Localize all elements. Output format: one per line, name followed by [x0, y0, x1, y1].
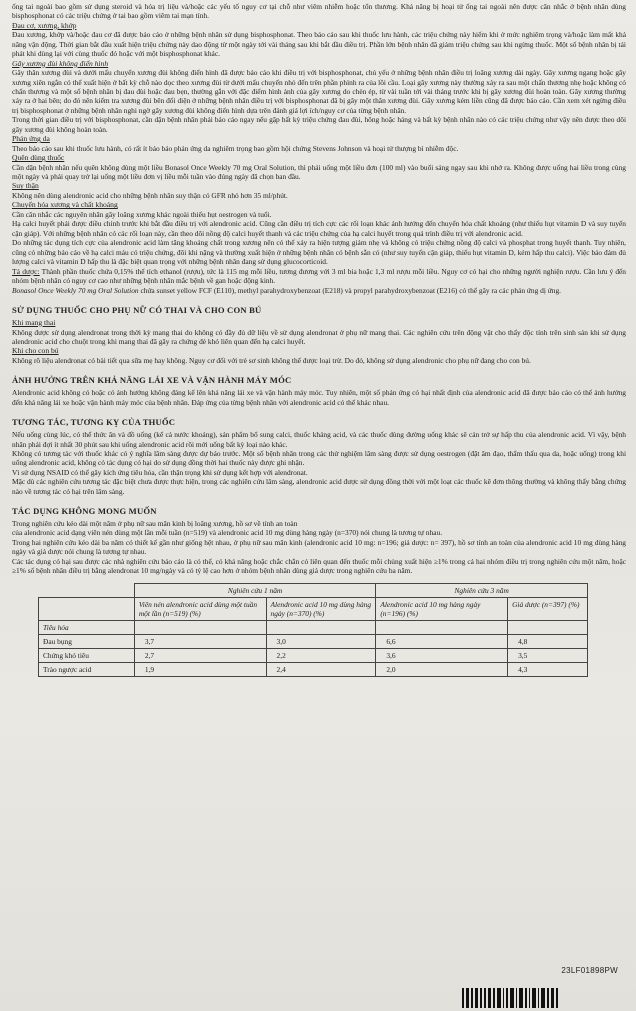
table-header-row	[39, 584, 588, 598]
cell-value: 2,4	[266, 663, 376, 677]
excipients-label: Tá dược:	[12, 266, 40, 276]
paragraph: Theo báo cáo sau khi thuốc lưu hành, có rất ít báo báo phản ứng da nghiêm trọng bao gồm hội chứng Stevens Johnson và hoại tử thượng bì nhiễm độc.	[12, 143, 459, 153]
paragraph: Không nên dùng alendronic acid cho những bệnh nhân suy thận có GFR nhỏ hơn 35 ml/phút.	[12, 191, 288, 201]
subheading-lactation: Khi cho con bú	[12, 346, 59, 356]
cell-value: 3,7	[134, 635, 266, 649]
subheading-skin-reactions: Phản ứng da	[12, 134, 50, 144]
paragraph: Vì sử dụng NSAID có thể gây kích ứng tiêu hóa, cần thận trọng khi sử dụng kết hợp với alendronat.	[12, 467, 308, 477]
paragraph-excipients	[12, 267, 626, 286]
section-heading-driving: ẢNH HƯỞNG TRÊN KHẢ NĂNG LÁI XE VÀ VẬN HÀNH MÁY MÓC	[12, 375, 292, 386]
cell-value: 3,5	[508, 649, 588, 663]
paragraph: Alendronic acid không có hoặc có ảnh hưởng không đáng kể lên khả năng lái xe và vận hành máy móc. Tuy nhiên, một số phản ứng có hại nhất định của alendronic acid đã được báo cáo có thể ảnh hưởng đến khả năng lái xe hoặc vận hành máy móc của bệnh nhân. Đáp ứng của từng bệnh nhân với alendronic acid có thể khác nhau.	[12, 388, 626, 407]
cell-value: 2,0	[376, 663, 508, 677]
column-header: Alendronic acid 10 mg hàng ngày (n=196) (%)	[376, 598, 508, 621]
subheading-bone-pain: Đau cơ, xương, khớp	[12, 20, 77, 30]
section-heading-adverse-effects: TÁC DỤNG KHÔNG MONG MUỐN	[12, 505, 157, 516]
cell-value: 2,2	[266, 649, 376, 663]
table-header-row	[39, 598, 588, 621]
table-group-row	[39, 621, 588, 635]
cell-value: 3,6	[376, 649, 508, 663]
pharmacode-barcode	[462, 988, 558, 1008]
section-heading-pregnancy: SỬ DỤNG THUỐC CHO PHỤ NỮ CÓ THAI VÀ CHO CON BÚ	[12, 304, 262, 315]
cell-value: 2,7	[134, 649, 266, 663]
cell-value: 4,8	[508, 635, 588, 649]
paragraph: Hạ calci huyết phải được điều chỉnh trước khi bắt đầu điều trị với alendronic acid. Cũng cần điều trị tích cực các rối loạn khác ảnh hưởng đến chuyển hóa chất khoáng (như thiếu hụt vitamin D và suy tuyến cận giáp). Với những bệnh nhân có các rối loạn này, cần theo dõi nồng độ calci huyết thanh và các triệu chứng của hạ calci huyết trong quá trình điều trị với alendronic acid.	[12, 219, 626, 238]
paragraph: Nếu uống cùng lúc, có thể thức ăn và đồ uống (kể cả nước khoáng), sản phẩm bổ sung calci, thuốc kháng acid, và các thuốc dùng đường uống khác sẽ cản trở sự hấp thu của alendronic acid. Vì vậy, bệnh nhân phải đợi ít nhất 30 phút sau khi uống alendronic acid rồi mới uống bất kỳ loại nào khác.	[12, 430, 626, 449]
paragraph: Không được sử dụng alendronat trong thời kỳ mang thai do không có đầy đủ dữ liệu về sử dụng alendronat ở phụ nữ mang thai. Các nghiên cứu trên động vật cho thấy độc tính trên sinh sản khi sử dụng alendronic acid cho chuột trong khi mang thai đã gây ra chứng đẻ khó liên quan đến hạ calci huyết.	[12, 327, 626, 346]
paragraph: Mặc dù các nghiên cứu tương tác đặc biệt chưa được thực hiện, trong các nghiên cứu lâm sàng, alendronic acid được sử dụng đồng thời với một loạt các thuốc kê đơn thông thường và không thấy bằng chứng nào về tương tác có hại trên lâm sàng.	[12, 477, 626, 496]
cell-value: 1,9	[134, 663, 266, 677]
excipients-text: Thành phần thuốc chứa 0,15% thể tích ethanol (rượu), tức là 115 mg mỗi liều, tương đương với 3 ml bia hoặc 1,3 ml rượu mỗi liều. Nguy cơ có hại cho những người nghiện rượu. Cần lưu ý đến nhóm bệnh nhân có nguy cơ cao như những bệnh nhân mắc bệnh về gan hoặc động kinh.	[12, 266, 626, 286]
section-heading-interactions: TƯƠNG TÁC, TƯƠNG KỴ CỦA THUỐC	[12, 417, 176, 428]
adverse-effects-table	[38, 583, 588, 677]
row-label: Trào ngược acid	[39, 663, 135, 677]
paragraph: Do những tác dụng tích cực của alendronic acid làm tăng khoáng chất trong xương nên có thể xảy ra hiện tượng giảm nhẹ và không có triệu chứng nồng độ calci và phosphat trong huyết thanh. Tuy nhiên, cũng có những báo cáo về hạ calci máu có triệu chứng, đôi khi nặng và thường xuất hiện ở những bệnh nhân có bệnh sẵn có (như suy tuyến cận giáp, thiếu hụt vitamin D, kém hấp thu calci). Việc bảo đảm đủ lượng calci và vitamin D hấp thu là đặc biệt quan trọng với những bệnh nhân đang sử dụng glucocorticoid.	[12, 238, 626, 267]
paragraph-text: chứa sunset yellow FCF (E110), methyl parahydroxybenzoat (E218) và propyl parahydroxybenzoat (E216) có thể gây ra các phản ứng dị ứng.	[138, 285, 562, 295]
cell-value: 4,3	[508, 663, 588, 677]
subheading-mineral-metabolism: Chuyển hóa xương và chất khoáng	[12, 200, 118, 210]
paragraph: Đau xương, khớp và/hoặc đau cơ đã được báo cáo ở những bệnh nhân sử dụng bisphosphonat. Theo báo cáo sau khi thuốc lưu hành, các triệu chứng này hiếm khi ở mức nghiêm trọng và/hoặc làm mất khả năng vận động. Thời gian bắt đầu xuất hiện triệu chứng này dao động từ một ngày tới vài tháng sau khi bắt đầu điều trị. Phần lớn bệnh nhân đã giảm triệu chứng sau khi ngừng thuốc. Một số bệnh nhân bị tái phát khi dùng lại với cùng thuốc đó hoặc với một bisphosphonat khác.	[12, 30, 626, 59]
paragraph: Không rõ liệu alendronat có bài tiết qua sữa mẹ hay không. Nguy cơ đối với trẻ sơ sinh không thể được loại trừ. Do đó, không sử dụng alendronic cho phụ nữ đang cho con bú.	[12, 355, 531, 365]
subheading-pregnancy: Khi mang thai	[12, 317, 56, 327]
paragraph	[12, 286, 626, 295]
subheading-renal: Suy thận	[12, 181, 39, 191]
paragraph: Trong hai nghiên cứu kéo dài ba năm có thiết kế gần như giống hệt nhau, ở phụ nữ sau mãn kinh (alendronic acid 10 mg: n=196; giả dược: n= 397), hồ sơ tính an toàn của alendronic acid 10 mg dùng hàng ngày và giả dược nói chung là tương tự nhau.	[12, 537, 626, 557]
product-name: Bonasol Once Weekly 70 mg Oral Solution	[12, 285, 139, 295]
cell-value: 3,0	[266, 635, 376, 649]
paragraph: Không có tương tác với thuốc khác có ý nghĩa lâm sàng được dự báo trước. Một số bệnh nhân trong các thử nghiệm lâm sàng được sử dụng oestrogen (đặt âm đạo, thẩm thấu qua da, hoặc uống) trong khi uống alendronic acid, không có tác dụng có hại do sử dụng đồng thời hai thuốc này được ghi nhận.	[12, 448, 626, 468]
paragraph: Cần dặn bệnh nhân nếu quên không dùng một liều Bonasol Once Weekly 70 mg Oral Solution, thì phải uống một liều đơn (100 ml) vào buổi sáng ngay sau khi nhớ ra. Không được uống hai liều trong cùng một ngày và phải quay trở lại uống một liều đơn vị liều mỗi tuần vào đúng ngày đã chọn ban đầu.	[12, 162, 626, 182]
cell-value: 6,6	[376, 635, 508, 649]
paragraph: ống tai ngoài bao gồm sử dụng steroid và hóa trị liệu và/hoặc các yếu tố nguy cơ tại chỗ như viêm nhiễm hoặc tổn thương. Khả năng bị hoại tử ống tai ngoài nên được cân nhắc ở bệnh nhân dùng bisphosphonat có các triệu chứng ở tai bao gồm viêm tai mạn tính.	[12, 2, 626, 21]
column-header: Alendronic acid 10 mg dùng hàng ngày (n=370) (%)	[266, 598, 376, 621]
table-row	[39, 649, 588, 663]
paragraph: Các tác dụng có hại sau được các nhà nghiên cứu báo cáo là có thể, có khả năng hoặc chắc chắn có liên quan đến thuốc mỗi chủng xuất hiện ≥1% trong cả hai nhóm điều trị trong nghiên cứu một năm, hoặc ≥1% số bệnh nhân điều trị bằng alendronat 10 mg/ngày và có tỷ lệ cao hơn ở nhóm bệnh nhân dùng giả dược trong nghiên cứu ba năm.	[12, 556, 626, 575]
row-label: Đau bụng	[39, 635, 135, 649]
subheading-atypical-fracture: Gãy xương đùi không điển hình	[12, 58, 109, 68]
paragraph: Trong nghiên cứu kéo dài một năm ở phụ nữ sau mãn kinh bị loãng xương, hồ sơ về tính an toàn	[12, 518, 298, 528]
paragraph: Gãy thân xương đùi và dưới mấu chuyển xương đùi không điển hình đã được báo cáo khi điều trị với bisphosphonat, chủ yếu ở những bệnh nhân điều trị loãng xương dài ngày. Gãy xương ngang hoặc gãy xương xiên ngắn có thể xuất hiện ở bất kỳ chỗ nào dọc theo xương đùi từ dưới mấu chuyển nhỏ đến trên phần phình ra của lồi cầu. Loại gãy xương này thường xảy ra sau một chấn thương nhẹ hoặc không có chấn thương và một số bệnh nhân bị đau đùi hoặc đau bẹn, thường gắn với đặc điểm hình ảnh của gãy xương do chèn ép, từ vài tuần tới vài tháng trước khi bị gãy xương đùi hoàn toàn. Gãy xương thường xảy ra ở hai bên; do đó nên kiểm tra xương đùi bên đối diện ở những bệnh nhân điều trị với bisphosphonat đã bị gãy một thân xương đùi. Gãy xương kém liền cũng đã được báo cáo. Cần xem xét ngừng điều trị bisphosphonat ở những bệnh nhân nghi ngờ gãy xương đùi không điển hình dựa trên đánh giá lợi ích/nguy cơ của từng bệnh nhân.	[12, 68, 626, 115]
group-label: Tiêu hóa	[39, 621, 135, 635]
paragraph: Trong thời gian điều trị với bisphosphonat, cần dặn bệnh nhân phải báo cáo ngay nếu gặp bất kỳ triệu chứng đau đùi, hông hoặc háng và bất kỳ bệnh nhân nào có các triệu chứng như vậy nên được theo dõi gãy xương đùi không hoàn toàn.	[12, 115, 626, 134]
column-header: Giả dược (n=397) (%)	[508, 598, 588, 621]
table-row	[39, 635, 588, 649]
study-3yr-header: Nghiên cứu 3 năm	[376, 584, 588, 598]
document-code: 23LF01898PW	[561, 966, 618, 975]
table-row	[39, 663, 588, 677]
row-label: Chứng khó tiêu	[39, 649, 135, 663]
subheading-missed-dose: Quên dùng thuốc	[12, 153, 65, 163]
paragraph: Cần cân nhắc các nguyên nhân gây loãng xương khác ngoài thiếu hụt oestrogen và tuổi.	[12, 210, 272, 220]
paragraph: của alendronic acid dạng viên nén dùng một lần mỗi tuần (n=519) và alendronic acid 10 mg dùng hàng ngày (n=370) nói chung là tương tự nhau.	[12, 528, 443, 538]
column-header: Viên nén alendronic acid dùng một tuần một lần (n=519) (%)	[134, 598, 266, 621]
study-1yr-header: Nghiên cứu 1 năm	[134, 584, 376, 598]
